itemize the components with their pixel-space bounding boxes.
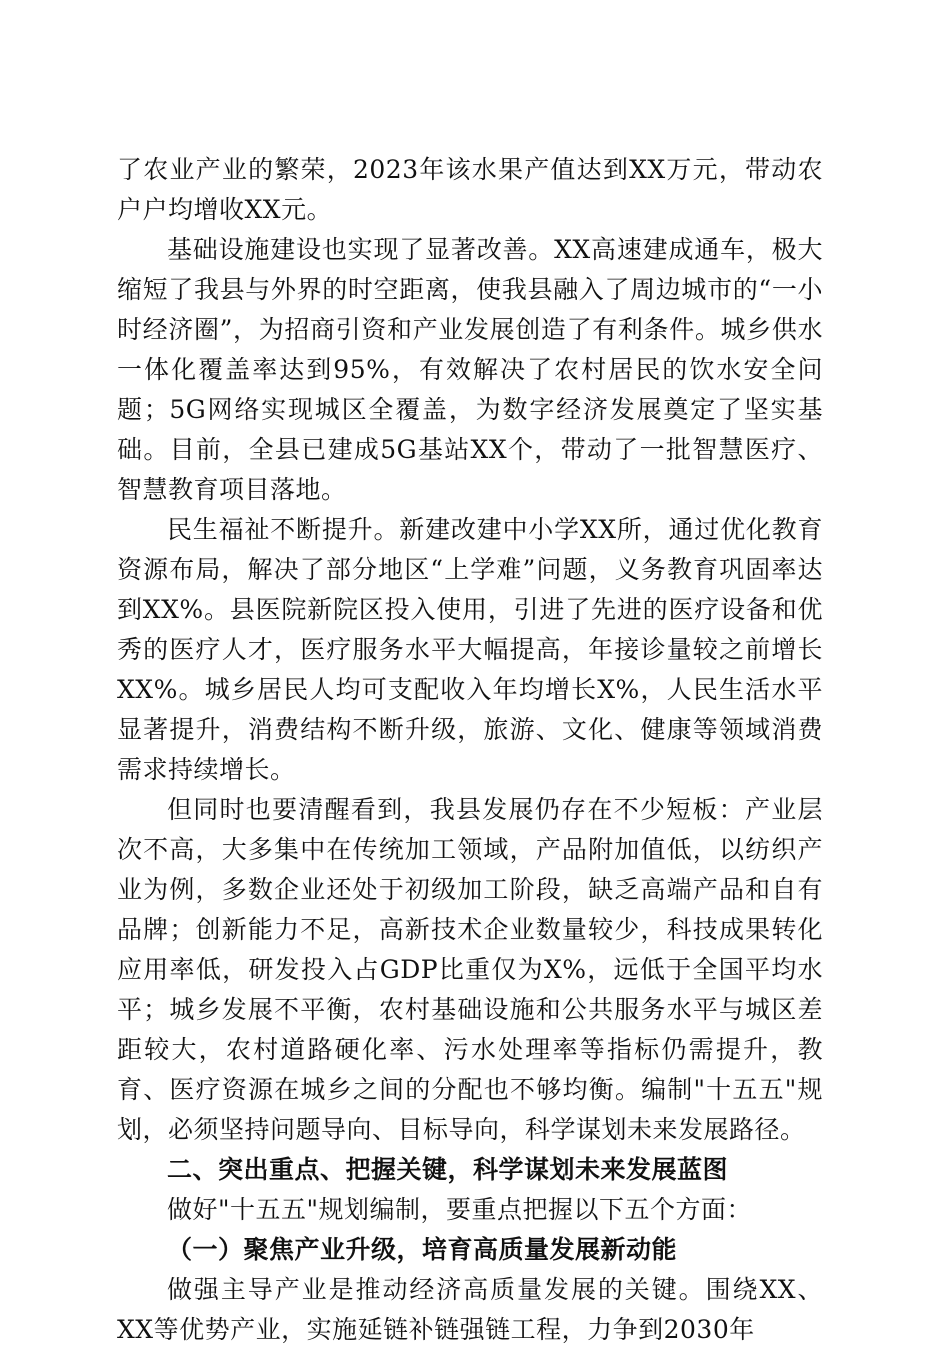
section-heading: 二、突出重点、把握关键，科学谋划未来发展蓝图 [167, 1155, 729, 1184]
paragraph-shortcomings: 但同时也要清醒看到，我县发展仍存在不少短板：产业层次不高，大多集中在传统加工领域，产品附加值低，以纺织产业为例，多数企业还处于初级加工阶段，缺乏高端产品和自有品牌；创新能力不足，高新技术企业数量较少，科技成果转化应用率低，研发投入占GDP比重仅为X%，远低于全国平均水平；城乡发展不平衡，农村基础设施和公共服务水平与城区差距较大，农村道路硬化率、污水处理率等指标仍需提升，教育、医疗资源在城乡之间的分配也不够均衡。编制"十五五"规划，必须坚持问题导向、目标导向，科学谋划未来发展路径。 [117, 795, 823, 1144]
subsection-heading: （一）聚焦产业升级，培育高质量发展新动能 [167, 1235, 678, 1264]
paragraph-livelihood: 民生福祉不断提升。新建改建中小学XX所，通过优化教育资源布局，解决了部分地区“上学难”问题，义务教育巩固率达到XX%。县医院新院区投入使用，引进了先进的医疗设备和优秀的医疗人才，医疗服务水平大幅提高，年接诊量较之前增长XX%。城乡居民人均可支配收入年均增长X%，人民生活水平显著提升，消费结构不断升级，旅游、文化、健康等领域消费需求持续增长。 [117, 515, 823, 784]
document-body [117, 150, 823, 1350]
paragraph-agriculture: 了农业产业的繁荣，2023年该水果产值达到XX万元，带动农户户均增收XX元。 [117, 155, 823, 224]
subsection-paragraph: 做强主导产业是推动经济高质量发展的关键。围绕XX、XX等优势产业，实施延链补链强链工程，力争到2030年 [117, 1275, 823, 1344]
section-intro: 做好"十五五"规划编制，要重点把握以下五个方面： [167, 1195, 753, 1224]
paragraph-infrastructure: 基础设施建设也实现了显著改善。XX高速建成通车，极大缩短了我县与外界的时空距离，使我县融入了周边城市的“一小时经济圈”，为招商引资和产业发展创造了有利条件。城乡供水一体化覆盖率达到95%，有效解决了农村居民的饮水安全问题；5G网络实现城区全覆盖，为数字经济发展奠定了坚实基础。目前，全县已建成5G基站XX个，带动了一批智慧医疗、智慧教育项目落地。 [117, 235, 823, 504]
